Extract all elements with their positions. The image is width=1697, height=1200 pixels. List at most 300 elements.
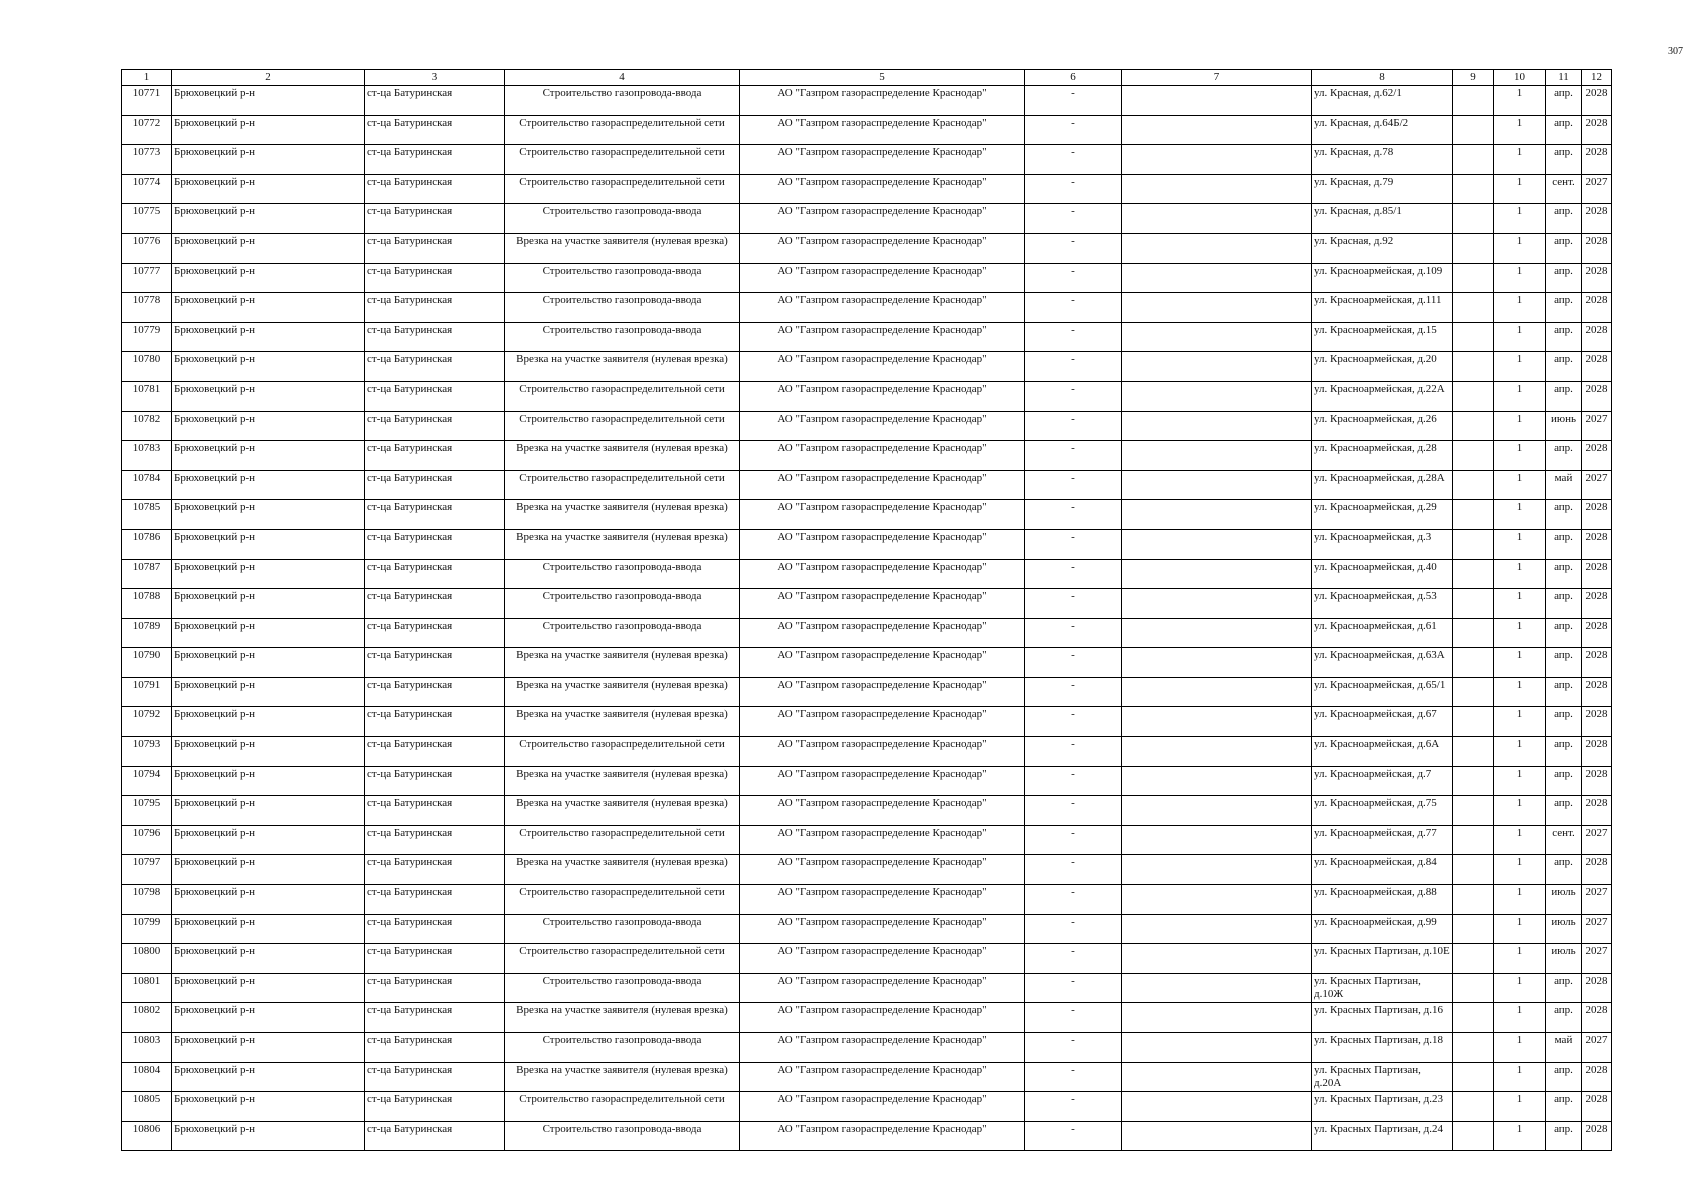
month-cell: апр.	[1546, 204, 1582, 234]
column-7-cell	[1122, 411, 1312, 441]
organization-cell: АО "Газпром газораспределение Краснодар"	[740, 677, 1025, 707]
work-type-cell: Врезка на участке заявителя (нулевая врезка)	[505, 855, 740, 885]
column-6-cell: -	[1025, 737, 1122, 767]
organization-cell: АО "Газпром газораспределение Краснодар"	[740, 529, 1025, 559]
address-cell: ул. Красная, д.64Б/2	[1312, 115, 1453, 145]
quantity-cell: 1	[1494, 618, 1546, 648]
column-9-cell	[1453, 973, 1494, 1003]
column-6-cell: -	[1025, 1033, 1122, 1063]
district-cell: Брюховецкий р-н	[172, 559, 365, 589]
column-header: 4	[505, 70, 740, 86]
month-cell: июль	[1546, 885, 1582, 915]
column-6-cell: -	[1025, 1121, 1122, 1151]
address-cell: ул. Красноармейская, д.111	[1312, 293, 1453, 323]
organization-cell: АО "Газпром газораспределение Краснодар"	[740, 618, 1025, 648]
table-row	[122, 145, 1612, 175]
address-cell: ул. Красноармейская, д.75	[1312, 796, 1453, 826]
work-type-cell: Строительство газораспределительной сети	[505, 145, 740, 175]
table-row	[122, 293, 1612, 323]
year-cell: 2028	[1582, 529, 1612, 559]
column-7-cell	[1122, 1092, 1312, 1122]
organization-cell: АО "Газпром газораспределение Краснодар"	[740, 648, 1025, 678]
month-cell: апр.	[1546, 263, 1582, 293]
quantity-cell: 1	[1494, 411, 1546, 441]
settlement-cell: ст-ца Батуринская	[365, 293, 505, 323]
row-number-cell: 10795	[122, 796, 172, 826]
work-type-cell: Строительство газораспределительной сети	[505, 115, 740, 145]
column-header: 6	[1025, 70, 1122, 86]
column-9-cell	[1453, 174, 1494, 204]
table-row	[122, 529, 1612, 559]
column-9-cell	[1453, 648, 1494, 678]
settlement-cell: ст-ца Батуринская	[365, 86, 505, 116]
column-6-cell: -	[1025, 411, 1122, 441]
quantity-cell: 1	[1494, 470, 1546, 500]
month-cell: апр.	[1546, 1121, 1582, 1151]
district-cell: Брюховецкий р-н	[172, 233, 365, 263]
work-type-cell: Строительство газораспределительной сети	[505, 174, 740, 204]
row-number-cell: 10797	[122, 855, 172, 885]
year-cell: 2028	[1582, 204, 1612, 234]
quantity-cell: 1	[1494, 559, 1546, 589]
settlement-cell: ст-ца Батуринская	[365, 589, 505, 619]
column-7-cell	[1122, 589, 1312, 619]
year-cell: 2028	[1582, 648, 1612, 678]
organization-cell: АО "Газпром газораспределение Краснодар"	[740, 559, 1025, 589]
row-number-cell: 10799	[122, 914, 172, 944]
column-9-cell	[1453, 944, 1494, 974]
quantity-cell: 1	[1494, 677, 1546, 707]
column-header: 9	[1453, 70, 1494, 86]
address-cell: ул. Красноармейская, д.99	[1312, 914, 1453, 944]
column-7-cell	[1122, 559, 1312, 589]
organization-cell: АО "Газпром газораспределение Краснодар"	[740, 1062, 1025, 1092]
column-6-cell: -	[1025, 145, 1122, 175]
settlement-cell: ст-ца Батуринская	[365, 1033, 505, 1063]
column-9-cell	[1453, 470, 1494, 500]
table-row	[122, 885, 1612, 915]
work-type-cell: Строительство газопровода-ввода	[505, 263, 740, 293]
column-6-cell: -	[1025, 204, 1122, 234]
table-row	[122, 944, 1612, 974]
year-cell: 2028	[1582, 766, 1612, 796]
column-6-cell: -	[1025, 589, 1122, 619]
table-row	[122, 1062, 1612, 1092]
address-cell: ул. Красная, д.78	[1312, 145, 1453, 175]
address-cell: ул. Красноармейская, д.61	[1312, 618, 1453, 648]
row-number-cell: 10786	[122, 529, 172, 559]
month-cell: апр.	[1546, 293, 1582, 323]
work-type-cell: Строительство газораспределительной сети	[505, 381, 740, 411]
column-header: 7	[1122, 70, 1312, 86]
address-cell: ул. Красноармейская, д.26	[1312, 411, 1453, 441]
settlement-cell: ст-ца Батуринская	[365, 441, 505, 471]
quantity-cell: 1	[1494, 737, 1546, 767]
column-7-cell	[1122, 263, 1312, 293]
address-cell: ул. Красноармейская, д.88	[1312, 885, 1453, 915]
district-cell: Брюховецкий р-н	[172, 589, 365, 619]
table-row	[122, 500, 1612, 530]
column-7-cell	[1122, 855, 1312, 885]
address-cell: ул. Красноармейская, д.67	[1312, 707, 1453, 737]
work-type-cell: Строительство газопровода-ввода	[505, 559, 740, 589]
settlement-cell: ст-ца Батуринская	[365, 263, 505, 293]
work-type-cell: Строительство газопровода-ввода	[505, 293, 740, 323]
settlement-cell: ст-ца Батуринская	[365, 796, 505, 826]
work-type-cell: Врезка на участке заявителя (нулевая врезка)	[505, 796, 740, 826]
column-9-cell	[1453, 322, 1494, 352]
district-cell: Брюховецкий р-н	[172, 855, 365, 885]
column-7-cell	[1122, 174, 1312, 204]
year-cell: 2028	[1582, 1003, 1612, 1033]
column-7-cell	[1122, 973, 1312, 1003]
column-6-cell: -	[1025, 944, 1122, 974]
address-cell: ул. Красных Партизан, д.10Е	[1312, 944, 1453, 974]
column-6-cell: -	[1025, 796, 1122, 826]
organization-cell: АО "Газпром газораспределение Краснодар"	[740, 441, 1025, 471]
address-cell: ул. Красноармейская, д.40	[1312, 559, 1453, 589]
page-number: 307	[1668, 46, 1683, 57]
district-cell: Брюховецкий р-н	[172, 145, 365, 175]
settlement-cell: ст-ца Батуринская	[365, 204, 505, 234]
district-cell: Брюховецкий р-н	[172, 1121, 365, 1151]
column-9-cell	[1453, 1121, 1494, 1151]
column-header: 2	[172, 70, 365, 86]
address-cell: ул. Красноармейская, д.15	[1312, 322, 1453, 352]
address-cell: ул. Красных Партизан, д.10Ж	[1312, 973, 1453, 1003]
settlement-cell: ст-ца Батуринская	[365, 973, 505, 1003]
quantity-cell: 1	[1494, 766, 1546, 796]
column-header: 1	[122, 70, 172, 86]
district-cell: Брюховецкий р-н	[172, 322, 365, 352]
work-type-cell: Строительство газопровода-ввода	[505, 973, 740, 1003]
column-7-cell	[1122, 145, 1312, 175]
column-9-cell	[1453, 825, 1494, 855]
settlement-cell: ст-ца Батуринская	[365, 677, 505, 707]
year-cell: 2028	[1582, 293, 1612, 323]
year-cell: 2027	[1582, 944, 1612, 974]
column-7-cell	[1122, 381, 1312, 411]
settlement-cell: ст-ца Батуринская	[365, 411, 505, 441]
table-row	[122, 1092, 1612, 1122]
month-cell: апр.	[1546, 529, 1582, 559]
district-cell: Брюховецкий р-н	[172, 86, 365, 116]
organization-cell: АО "Газпром газораспределение Краснодар"	[740, 737, 1025, 767]
district-cell: Брюховецкий р-н	[172, 648, 365, 678]
row-number-cell: 10773	[122, 145, 172, 175]
work-type-cell: Строительство газопровода-ввода	[505, 322, 740, 352]
address-cell: ул. Красноармейская, д.29	[1312, 500, 1453, 530]
district-cell: Брюховецкий р-н	[172, 766, 365, 796]
district-cell: Брюховецкий р-н	[172, 115, 365, 145]
row-number-cell: 10793	[122, 737, 172, 767]
column-7-cell	[1122, 766, 1312, 796]
month-cell: апр.	[1546, 145, 1582, 175]
year-cell: 2027	[1582, 470, 1612, 500]
month-cell: апр.	[1546, 1062, 1582, 1092]
quantity-cell: 1	[1494, 914, 1546, 944]
settlement-cell: ст-ца Батуринская	[365, 914, 505, 944]
quantity-cell: 1	[1494, 145, 1546, 175]
work-type-cell: Строительство газораспределительной сети	[505, 470, 740, 500]
organization-cell: АО "Газпром газораспределение Краснодар"	[740, 707, 1025, 737]
column-6-cell: -	[1025, 648, 1122, 678]
address-cell: ул. Красноармейская, д.7	[1312, 766, 1453, 796]
year-cell: 2028	[1582, 796, 1612, 826]
organization-cell: АО "Газпром газораспределение Краснодар"	[740, 766, 1025, 796]
organization-cell: АО "Газпром газораспределение Краснодар"	[740, 1003, 1025, 1033]
address-cell: ул. Красных Партизан, д.23	[1312, 1092, 1453, 1122]
column-7-cell	[1122, 441, 1312, 471]
settlement-cell: ст-ца Батуринская	[365, 145, 505, 175]
column-7-cell	[1122, 1033, 1312, 1063]
month-cell: июль	[1546, 944, 1582, 974]
column-9-cell	[1453, 1003, 1494, 1033]
month-cell: апр.	[1546, 322, 1582, 352]
column-6-cell: -	[1025, 885, 1122, 915]
row-number-cell: 10804	[122, 1062, 172, 1092]
column-9-cell	[1453, 796, 1494, 826]
month-cell: апр.	[1546, 1092, 1582, 1122]
organization-cell: АО "Газпром газораспределение Краснодар"	[740, 825, 1025, 855]
address-cell: ул. Красных Партизан, д.24	[1312, 1121, 1453, 1151]
column-7-cell	[1122, 677, 1312, 707]
table-row	[122, 589, 1612, 619]
column-7-cell	[1122, 944, 1312, 974]
table-row	[122, 914, 1612, 944]
column-6-cell: -	[1025, 559, 1122, 589]
table-row	[122, 470, 1612, 500]
district-cell: Брюховецкий р-н	[172, 293, 365, 323]
column-7-cell	[1122, 500, 1312, 530]
address-cell: ул. Красная, д.92	[1312, 233, 1453, 263]
organization-cell: АО "Газпром газораспределение Краснодар"	[740, 204, 1025, 234]
month-cell: апр.	[1546, 707, 1582, 737]
column-6-cell: -	[1025, 352, 1122, 382]
column-6-cell: -	[1025, 470, 1122, 500]
column-9-cell	[1453, 441, 1494, 471]
quantity-cell: 1	[1494, 86, 1546, 116]
address-cell: ул. Красноармейская, д.28А	[1312, 470, 1453, 500]
district-cell: Брюховецкий р-н	[172, 500, 365, 530]
month-cell: апр.	[1546, 441, 1582, 471]
settlement-cell: ст-ца Батуринская	[365, 174, 505, 204]
month-cell: сент.	[1546, 174, 1582, 204]
table-row	[122, 707, 1612, 737]
table-row	[122, 441, 1612, 471]
table-row	[122, 766, 1612, 796]
year-cell: 2027	[1582, 914, 1612, 944]
settlement-cell: ст-ца Батуринская	[365, 737, 505, 767]
settlement-cell: ст-ца Батуринская	[365, 825, 505, 855]
organization-cell: АО "Газпром газораспределение Краснодар"	[740, 500, 1025, 530]
column-9-cell	[1453, 204, 1494, 234]
district-cell: Брюховецкий р-н	[172, 441, 365, 471]
column-7-cell	[1122, 115, 1312, 145]
column-6-cell: -	[1025, 293, 1122, 323]
column-6-cell: -	[1025, 115, 1122, 145]
year-cell: 2028	[1582, 973, 1612, 1003]
column-6-cell: -	[1025, 1092, 1122, 1122]
column-6-cell: -	[1025, 233, 1122, 263]
district-cell: Брюховецкий р-н	[172, 470, 365, 500]
district-cell: Брюховецкий р-н	[172, 263, 365, 293]
year-cell: 2028	[1582, 677, 1612, 707]
month-cell: апр.	[1546, 973, 1582, 1003]
settlement-cell: ст-ца Батуринская	[365, 559, 505, 589]
column-6-cell: -	[1025, 500, 1122, 530]
work-type-cell: Врезка на участке заявителя (нулевая врезка)	[505, 352, 740, 382]
row-number-cell: 10798	[122, 885, 172, 915]
quantity-cell: 1	[1494, 529, 1546, 559]
column-7-cell	[1122, 322, 1312, 352]
quantity-cell: 1	[1494, 1003, 1546, 1033]
column-7-cell	[1122, 86, 1312, 116]
column-9-cell	[1453, 145, 1494, 175]
column-7-cell	[1122, 1062, 1312, 1092]
organization-cell: АО "Газпром газораспределение Краснодар"	[740, 381, 1025, 411]
row-number-cell: 10792	[122, 707, 172, 737]
month-cell: апр.	[1546, 589, 1582, 619]
column-header: 8	[1312, 70, 1453, 86]
organization-cell: АО "Газпром газораспределение Краснодар"	[740, 855, 1025, 885]
row-number-cell: 10777	[122, 263, 172, 293]
district-cell: Брюховецкий р-н	[172, 885, 365, 915]
quantity-cell: 1	[1494, 648, 1546, 678]
year-cell: 2028	[1582, 589, 1612, 619]
row-number-cell: 10790	[122, 648, 172, 678]
district-cell: Брюховецкий р-н	[172, 973, 365, 1003]
table-row	[122, 233, 1612, 263]
month-cell: апр.	[1546, 352, 1582, 382]
address-cell: ул. Красноармейская, д.3	[1312, 529, 1453, 559]
month-cell: апр.	[1546, 648, 1582, 678]
row-number-cell: 10801	[122, 973, 172, 1003]
address-cell: ул. Красная, д.62/1	[1312, 86, 1453, 116]
column-7-cell	[1122, 796, 1312, 826]
address-cell: ул. Красная, д.85/1	[1312, 204, 1453, 234]
settlement-cell: ст-ца Батуринская	[365, 1121, 505, 1151]
work-type-cell: Врезка на участке заявителя (нулевая врезка)	[505, 529, 740, 559]
column-6-cell: -	[1025, 174, 1122, 204]
district-cell: Брюховецкий р-н	[172, 529, 365, 559]
year-cell: 2027	[1582, 885, 1612, 915]
work-type-cell: Врезка на участке заявителя (нулевая врезка)	[505, 677, 740, 707]
column-6-cell: -	[1025, 707, 1122, 737]
organization-cell: АО "Газпром газораспределение Краснодар"	[740, 322, 1025, 352]
row-number-cell: 10780	[122, 352, 172, 382]
settlement-cell: ст-ца Батуринская	[365, 1003, 505, 1033]
table-row	[122, 559, 1612, 589]
settlement-cell: ст-ца Батуринская	[365, 352, 505, 382]
settlement-cell: ст-ца Батуринская	[365, 618, 505, 648]
table-row	[122, 796, 1612, 826]
year-cell: 2028	[1582, 559, 1612, 589]
work-type-cell: Строительство газораспределительной сети	[505, 411, 740, 441]
work-type-cell: Врезка на участке заявителя (нулевая врезка)	[505, 500, 740, 530]
month-cell: апр.	[1546, 86, 1582, 116]
table-row	[122, 1033, 1612, 1063]
row-number-cell: 10776	[122, 233, 172, 263]
table-row	[122, 322, 1612, 352]
work-type-cell: Строительство газораспределительной сети	[505, 944, 740, 974]
district-cell: Брюховецкий р-н	[172, 1092, 365, 1122]
row-number-cell: 10781	[122, 381, 172, 411]
organization-cell: АО "Газпром газораспределение Краснодар"	[740, 293, 1025, 323]
month-cell: апр.	[1546, 381, 1582, 411]
table-row	[122, 618, 1612, 648]
quantity-cell: 1	[1494, 115, 1546, 145]
organization-cell: АО "Газпром газораспределение Краснодар"	[740, 352, 1025, 382]
month-cell: апр.	[1546, 115, 1582, 145]
row-number-cell: 10806	[122, 1121, 172, 1151]
column-7-cell	[1122, 707, 1312, 737]
quantity-cell: 1	[1494, 855, 1546, 885]
quantity-cell: 1	[1494, 174, 1546, 204]
organization-cell: АО "Газпром газораспределение Краснодар"	[740, 86, 1025, 116]
organization-cell: АО "Газпром газораспределение Краснодар"	[740, 1121, 1025, 1151]
row-number-cell: 10791	[122, 677, 172, 707]
address-cell: ул. Красных Партизан, д.16	[1312, 1003, 1453, 1033]
year-cell: 2028	[1582, 1062, 1612, 1092]
column-6-cell: -	[1025, 1003, 1122, 1033]
column-7-cell	[1122, 204, 1312, 234]
organization-cell: АО "Газпром газораспределение Краснодар"	[740, 115, 1025, 145]
column-9-cell	[1453, 559, 1494, 589]
table-row	[122, 973, 1612, 1003]
settlement-cell: ст-ца Батуринская	[365, 529, 505, 559]
organization-cell: АО "Газпром газораспределение Краснодар"	[740, 145, 1025, 175]
quantity-cell: 1	[1494, 707, 1546, 737]
column-9-cell	[1453, 411, 1494, 441]
settlement-cell: ст-ца Батуринская	[365, 1092, 505, 1122]
district-cell: Брюховецкий р-н	[172, 381, 365, 411]
year-cell: 2027	[1582, 825, 1612, 855]
address-cell: ул. Красноармейская, д.109	[1312, 263, 1453, 293]
row-number-cell: 10775	[122, 204, 172, 234]
column-6-cell: -	[1025, 86, 1122, 116]
quantity-cell: 1	[1494, 1062, 1546, 1092]
row-number-cell: 10788	[122, 589, 172, 619]
column-9-cell	[1453, 766, 1494, 796]
year-cell: 2028	[1582, 1121, 1612, 1151]
row-number-cell: 10802	[122, 1003, 172, 1033]
column-6-cell: -	[1025, 973, 1122, 1003]
settlement-cell: ст-ца Батуринская	[365, 500, 505, 530]
column-6-cell: -	[1025, 825, 1122, 855]
settlement-cell: ст-ца Батуринская	[365, 648, 505, 678]
address-cell: ул. Красноармейская, д.84	[1312, 855, 1453, 885]
organization-cell: АО "Газпром газораспределение Краснодар"	[740, 914, 1025, 944]
quantity-cell: 1	[1494, 381, 1546, 411]
district-cell: Брюховецкий р-н	[172, 204, 365, 234]
work-type-cell: Строительство газопровода-ввода	[505, 204, 740, 234]
column-6-cell: -	[1025, 1062, 1122, 1092]
organization-cell: АО "Газпром газораспределение Краснодар"	[740, 973, 1025, 1003]
table-body	[122, 86, 1612, 1151]
column-9-cell	[1453, 1092, 1494, 1122]
row-number-cell: 10796	[122, 825, 172, 855]
month-cell: июль	[1546, 914, 1582, 944]
column-7-cell	[1122, 825, 1312, 855]
settlement-cell: ст-ца Батуринская	[365, 885, 505, 915]
work-type-cell: Строительство газопровода-ввода	[505, 589, 740, 619]
quantity-cell: 1	[1494, 233, 1546, 263]
organization-cell: АО "Газпром газораспределение Краснодар"	[740, 1092, 1025, 1122]
address-cell: ул. Красноармейская, д.63А	[1312, 648, 1453, 678]
year-cell: 2028	[1582, 145, 1612, 175]
month-cell: апр.	[1546, 559, 1582, 589]
